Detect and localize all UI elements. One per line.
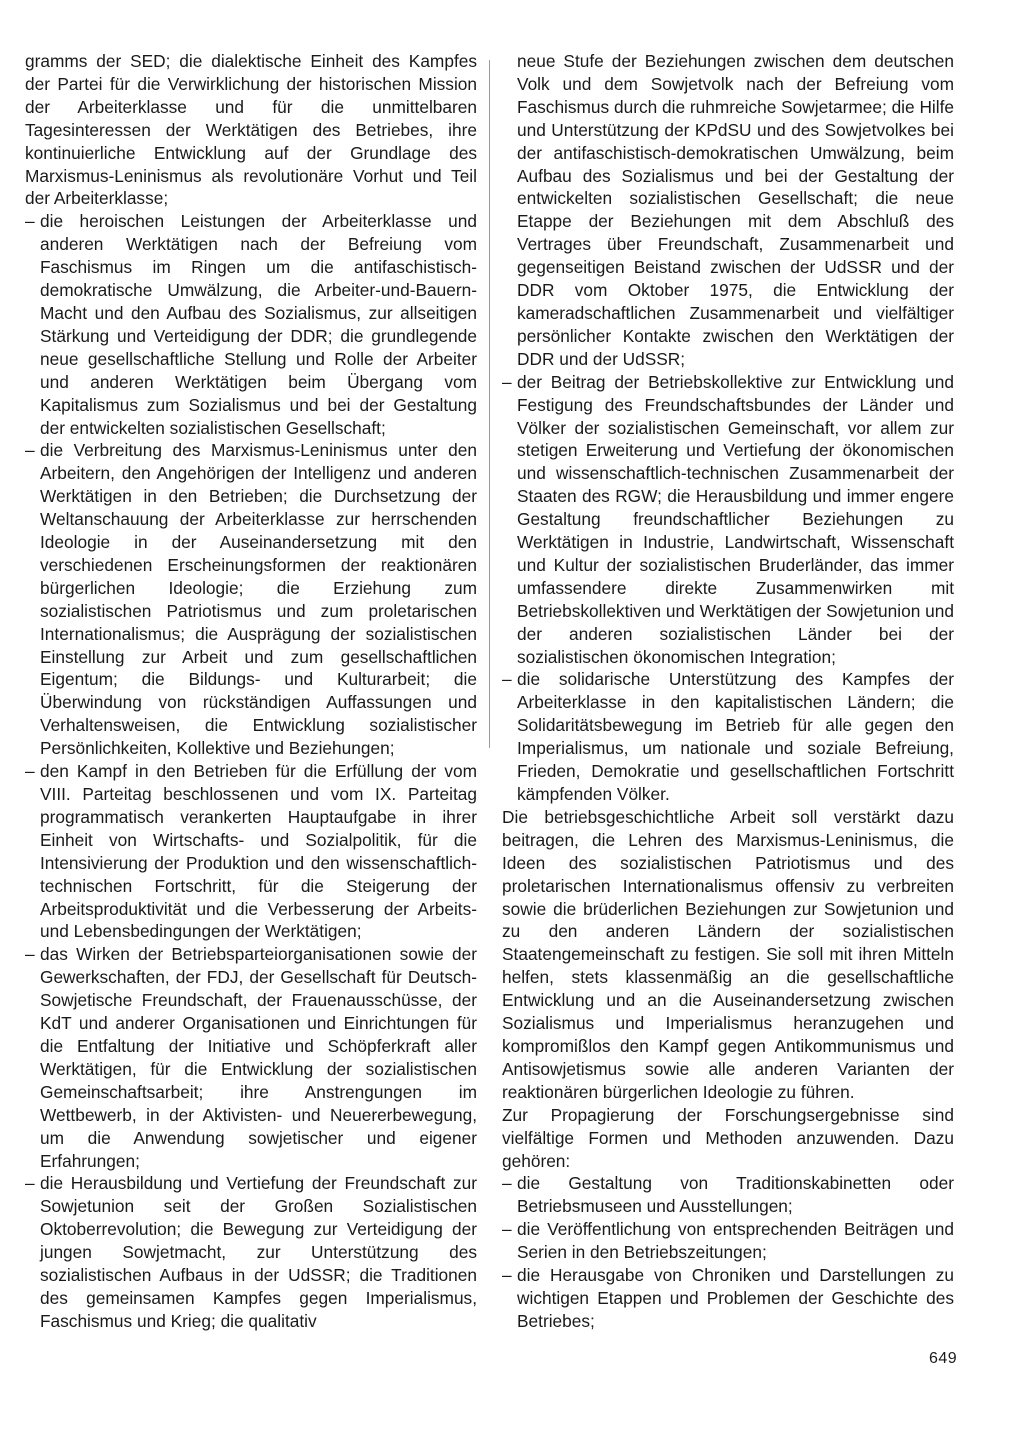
- list-item-text: der Beitrag der Betriebskollektive zur Entwicklung und Festigung des Freundschaftsbundes der Länder und Völker der sozialistischen Gemeinschaft, vor allem zur stetigen Erweiterung und Vertiefung der ökonomischen und wissenschaftlich-technischen Zusammenarbeit der Staaten des RGW; die Herausbildung und immer engere Gestaltung freundschaftlicher Beziehungen zu Werktätigen in Industrie, Landwirtschaft, Wissenschaft und Kultur der sozialistischen Bruderländer, das immer umfassendere direkte Zusammenwirken mit Betriebskollektiven und Werktätigen der Sowjetunion und der anderen sozialistischen Länder bei der sozialistischen ökonomischen Integration;: [517, 371, 954, 667]
- list-item-text: die Herausbildung und Vertiefung der Freundschaft zur Sowjetunion seit der Großen Sozialistischen Oktoberrevolution; die Bewegung zur Verteidigung der jungen Sowjetmacht, zur Unterstützung des sozialistischen Aufbaus in der UdSSR; die Traditionen des gemeinsamen Kampfes gegen Imperialismus, Faschismus und Krieg; die qualitativ: [40, 1173, 477, 1331]
- list-item: [502, 1218, 954, 1264]
- dash-bullet: –: [25, 211, 35, 232]
- list-item: [25, 943, 477, 1172]
- list-item-text: die Veröffentlichung von entsprechenden Beiträgen und Serien in den Betriebszeitungen;: [517, 1219, 954, 1263]
- dash-bullet: –: [502, 1173, 512, 1194]
- list-item: [25, 210, 477, 439]
- list-item: [25, 439, 477, 760]
- dash-bullet: –: [25, 761, 35, 782]
- page-number: 649: [929, 1350, 958, 1367]
- list-item-text: die heroischen Leistungen der Arbeiterklasse und anderen Werktätigen nach der Befreiung vom Faschismus im Ringen um die antifaschistisch-demokratische Umwälzung, die Arbeiter-und-Bauern-Macht und den Aufbau des Sozialismus, zur allseitigen Stärkung und Verteidigung der DDR; die grundlegende neue gesellschaftliche Stellung und Rolle der Arbeiter und anderen Werktätigen beim Übergang vom Kapitalismus zum Sozialismus und bei der Gestaltung der entwickelten sozialistischen Gesellschaft;: [40, 211, 477, 438]
- text-paragraph: neue Stufe der Beziehungen zwischen dem deutschen Volk und dem Sowjetvolk nach der Befreiung vom Faschismus durch die ruhmreiche Sowjetarmee; die Hilfe und Unterstützung der KPdSU und des Sowjetvolkes bei der antifaschistisch-demokratischen Umwälzung, beim Aufbau des Sozialismus und bei der Gestaltung der entwickelten sozialistischen Gesellschaft; die neue Etappe der Beziehungen mit dem Abschluß des Vertrages über Freundschaft, Zusammenarbeit und gegenseitigen Beistand zwischen der UdSSR und der DDR vom Oktober 1975, die Entwicklung der kameradschaftlichen Zusammenarbeit und vielfältiger persönlicher Kontakte zwischen den Werktätigen der DDR und der UdSSR;: [517, 51, 955, 369]
- dash-bullet: –: [25, 440, 35, 461]
- dash-bullet: –: [502, 1219, 512, 1240]
- list-item: [25, 1172, 477, 1332]
- left-column: [25, 50, 477, 1333]
- text-paragraph: Zur Propagierung der Forschungsergebnisse sind vielfältige Formen und Methoden anzuwenden. Dazu gehören:: [502, 1104, 954, 1171]
- list-item: [502, 668, 954, 805]
- dash-bullet: –: [25, 1173, 35, 1194]
- list-item: [25, 760, 477, 943]
- right-column: [502, 50, 954, 1333]
- list-item-text: den Kampf in den Betrieben für die Erfüllung der vom VIII. Parteitag beschlossenen und vom IX. Parteitag programmatisch verankerten Hauptaufgabe in ihrer Einheit von Wirtschafts- und Sozialpolitik, für die Intensivierung der Produktion und den wissenschaftlich-technischen Fortschritt, für die Steigerung der Arbeitsproduktivität und die Verbesserung der Arbeits- und Lebensbedingungen der Werktätigen;: [40, 761, 477, 942]
- list-item: [502, 1264, 954, 1333]
- dash-bullet: –: [502, 1265, 512, 1286]
- list-item: [502, 371, 954, 669]
- list-item-text: die Gestaltung von Traditionskabinetten oder Betriebsmuseen und Ausstellungen;: [517, 1173, 954, 1217]
- text-paragraph: gramms der SED; die dialektische Einheit des Kampfes der Partei für die Verwirklichung der historischen Mission der Arbeiterklasse und für die unmittelbaren Tagesinteressen der Werktätigen des Betriebes, ihre kontinuierliche Entwicklung auf der Grundlage des Marxismus-Leninismus als revolutionäre Vorhut und Teil der Arbeiterklasse;: [25, 51, 477, 209]
- list-item-text: die Herausgabe von Chroniken und Darstellungen zu wichtigen Etappen und Problemen der Geschichte des Betriebes;: [517, 1265, 954, 1331]
- list-item: [502, 1172, 954, 1218]
- text-paragraph: Die betriebsgeschichtliche Arbeit soll verstärkt dazu beitragen, die Lehren des Marxismus-Leninismus, die Ideen des sozialistischen Patriotismus und des proletarischen Internationalismus offensiv zu verbreiten sowie die brüderlichen Beziehungen zur Sowjetunion und zu den anderen Ländern der sozialistischen Staatengemeinschaft zu festigen. Sie soll mit ihren Mitteln helfen, stets klassenmäßig an die gesellschaftliche Entwicklung und an die Auseinandersetzung zwischen Sozialismus und Imperialismus heranzugehen und kompromißlos den Kampf gegen Antikommunismus und Antisowjetismus sowie alle anderen Varianten der reaktionären bürgerlichen Ideologie zu führen.: [502, 806, 954, 1102]
- dash-bullet: –: [502, 371, 512, 392]
- list-item-text: das Wirken der Betriebsparteiorganisationen sowie der Gewerkschaften, der FDJ, der Gesellschaft für Deutsch-Sowjetische Freundschaft, der Frauenausschüsse, der KdT und anderer Organisationen und Einrichtungen für die Entfaltung der Initiative und Schöpferkraft aller Werktätigen, für die Entwicklung der sozialistischen Gemeinschaftsarbeit; ihre Anstrengungen im Wettbewerb, in der Aktivisten- und Neuererbewegung, um die Anwendung sowjetischer und eigener Erfahrungen;: [40, 944, 477, 1171]
- dash-bullet: –: [502, 669, 512, 690]
- dash-bullet: –: [25, 944, 35, 965]
- list-item-text: die solidarische Unterstützung des Kampfes der Arbeiterklasse in den kapitalistischen Ländern; die Solidaritätsbewegung im Betrieb für alle gegen den Imperialismus, um nationale und soziale Befreiung, Frieden, Demokratie und gesellschaftlichen Fortschritt kämpfenden Völker.: [517, 669, 954, 804]
- column-divider: [489, 60, 490, 748]
- list-item-text: die Verbreitung des Marxismus-Leninismus unter den Arbeitern, den Angehörigen der Intelligenz und anderen Werktätigen in den Betrieben; die Durchsetzung der Weltanschauung der Arbeiterklasse zur herrschenden Ideologie in der Auseinandersetzung mit den verschiedenen Erscheinungsformen der reaktionären bürgerlichen Ideologie; die Erziehung zum sozialistischen Patriotismus und zum proletarischen Internationalismus; die Ausprägung der sozialistischen Einstellung zur Arbeit und zum gesellschaftlichen Eigentum; die Bildungs- und Kulturarbeit; die Überwindung von rückständigen Auffassungen und Verhaltensweisen, die Entwicklung sozialistischer Persönlichkeiten, Kollektive und Beziehungen;: [40, 440, 477, 759]
